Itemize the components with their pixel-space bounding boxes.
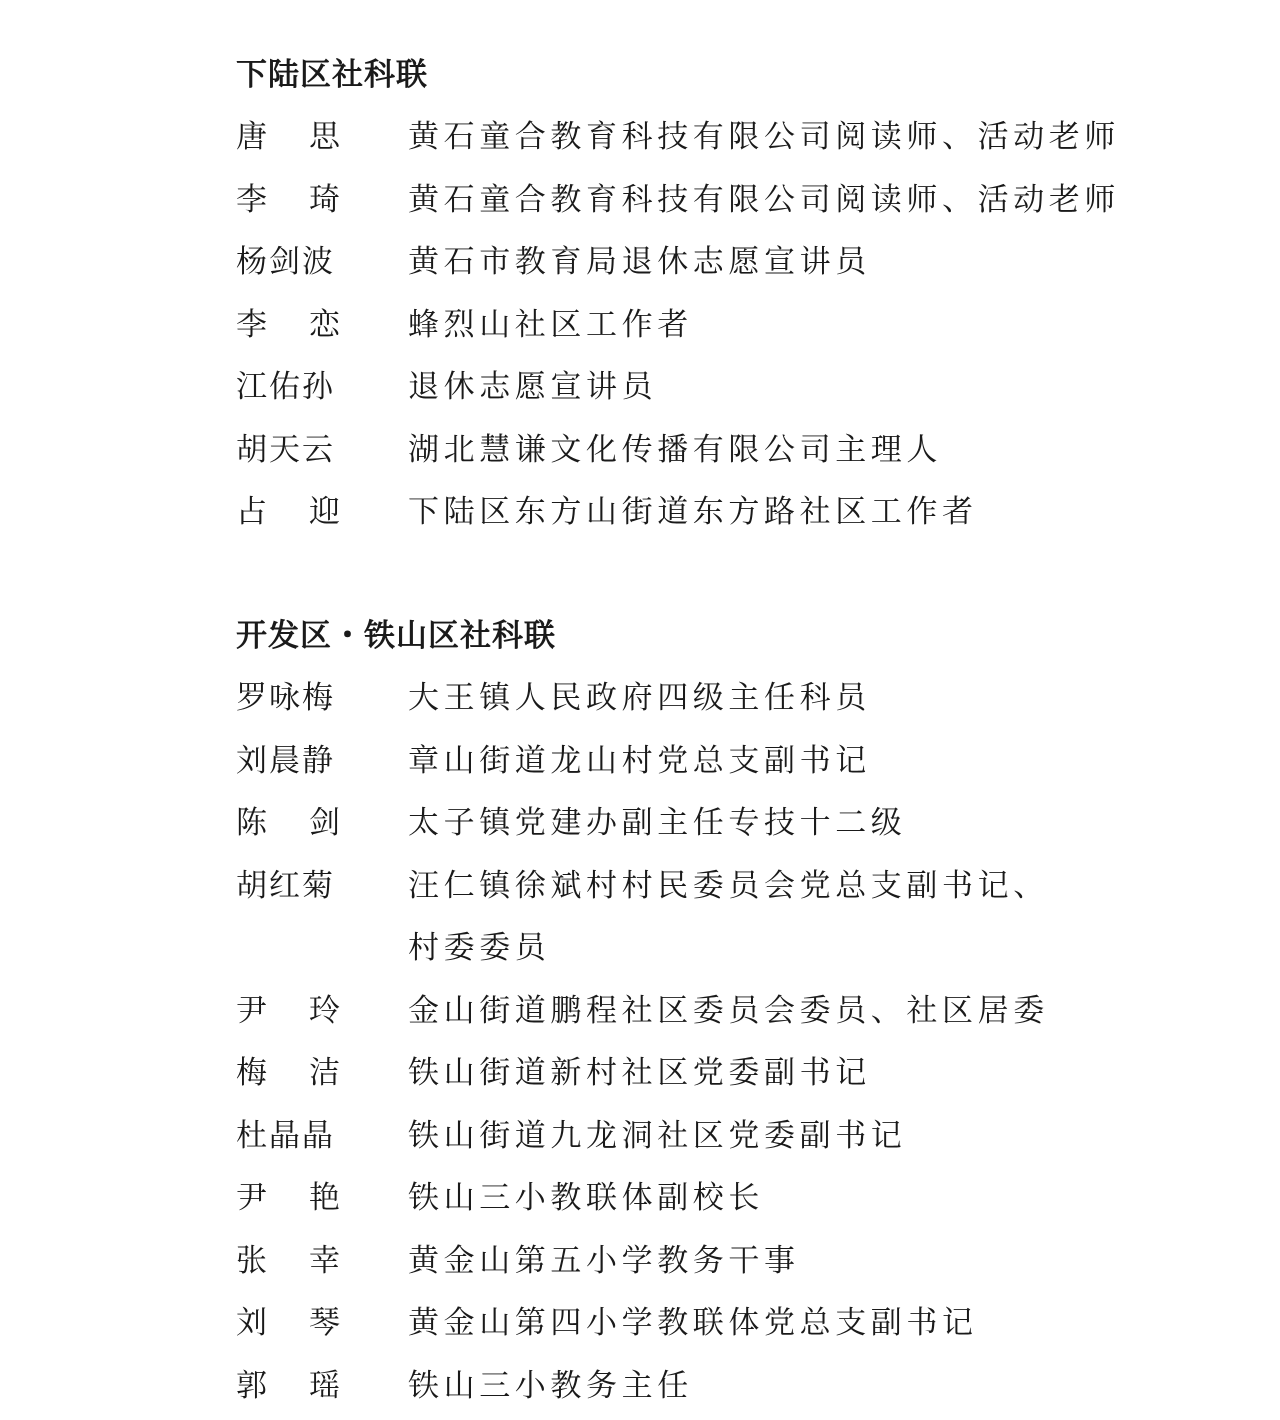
role-line: 村委委员 [408,930,551,966]
person-name: 杜晶晶 [236,1117,335,1154]
person-name: 杨剑波 [236,244,335,280]
list-item [236,980,1136,1043]
person-role [408,106,1136,169]
person-role [408,855,1136,980]
list-item [236,855,1136,980]
section-title: 下陆区社科联 [236,57,428,93]
person-name: 陈剑 [236,805,382,841]
person-name: 梅洁 [236,1055,382,1091]
role-line: 铁山街道九龙洞社区党委副书记 [408,1117,907,1154]
person-name: 刘晨静 [236,742,335,779]
person-name: 唐思 [236,119,382,155]
person-name: 郭瑶 [236,1367,382,1404]
person-name: 江佑孙 [236,369,335,405]
section-xialu [236,44,1136,544]
person-role [408,481,1136,544]
person-role [408,231,1136,294]
list-item [236,1230,1136,1293]
entry-list [236,667,1136,1417]
person-name: 胡红菊 [236,867,335,904]
list-item [236,1042,1136,1105]
role-line: 黄石市教育局退休志愿宣讲员 [408,244,871,280]
list-item [236,356,1136,419]
person-role [408,667,1136,730]
list-item [236,169,1136,232]
list-item [236,1167,1136,1230]
person-name: 李琦 [236,181,382,218]
list-item [236,481,1136,544]
person-role [408,1167,1136,1230]
person-name: 占迎 [236,494,382,530]
person-name: 胡天云 [236,431,335,468]
role-line: 大王镇人民政府四级主任科员 [408,680,871,716]
role-line: 汪仁镇徐斌村村民委员会党总支副书记、 [408,867,1049,904]
role-line: 金山街道鹏程社区委员会委员、社区居委 [408,992,1049,1029]
role-line: 湖北慧谦文化传播有限公司主理人 [408,431,942,468]
list-item [236,1355,1136,1418]
role-line: 黄石童合教育科技有限公司阅读师、活动老师 [408,119,1120,155]
role-line: 铁山三小教联体副校长 [408,1180,764,1216]
person-role [408,419,1136,482]
person-name: 尹艳 [236,1180,382,1216]
role-line: 黄金山第四小学教联体党总支副书记 [408,1305,978,1341]
list-item [236,792,1136,855]
person-name: 罗咏梅 [236,680,335,716]
list-item [236,730,1136,793]
role-line: 黄石童合教育科技有限公司阅读师、活动老师 [408,181,1120,218]
person-role [408,169,1136,232]
person-role [408,1292,1136,1355]
person-role [408,980,1136,1043]
person-role [408,792,1136,855]
role-line: 章山街道龙山村党总支副书记 [408,742,871,779]
role-line: 铁山街道新村社区党委副书记 [408,1055,871,1091]
list-item [236,231,1136,294]
role-line: 蜂烈山社区工作者 [408,306,693,343]
person-name: 尹玲 [236,992,382,1029]
list-item [236,667,1136,730]
list-item [236,294,1136,357]
person-role [408,1230,1136,1293]
person-name: 刘琴 [236,1305,382,1341]
role-line: 黄金山第五小学教务干事 [408,1242,800,1279]
person-role [408,1355,1136,1418]
person-name: 李恋 [236,306,382,343]
list-item [236,1292,1136,1355]
section-title: 开发区・铁山区社科联 [236,618,556,654]
role-line: 太子镇党建办副主任专技十二级 [408,805,907,841]
person-role [408,730,1136,793]
list-item [236,419,1136,482]
entry-list [236,106,1136,544]
person-name: 张幸 [236,1242,382,1279]
list-item [236,106,1136,169]
person-role [408,1105,1136,1168]
role-line: 下陆区东方山街道东方路社区工作者 [408,494,978,530]
role-line: 铁山三小教务主任 [408,1367,693,1404]
role-line: 退休志愿宣讲员 [408,369,658,405]
list-item [236,1105,1136,1168]
person-role [408,294,1136,357]
person-role [408,1042,1136,1105]
person-role [408,356,1136,419]
section-kaifa-tieshan [236,605,1136,1417]
